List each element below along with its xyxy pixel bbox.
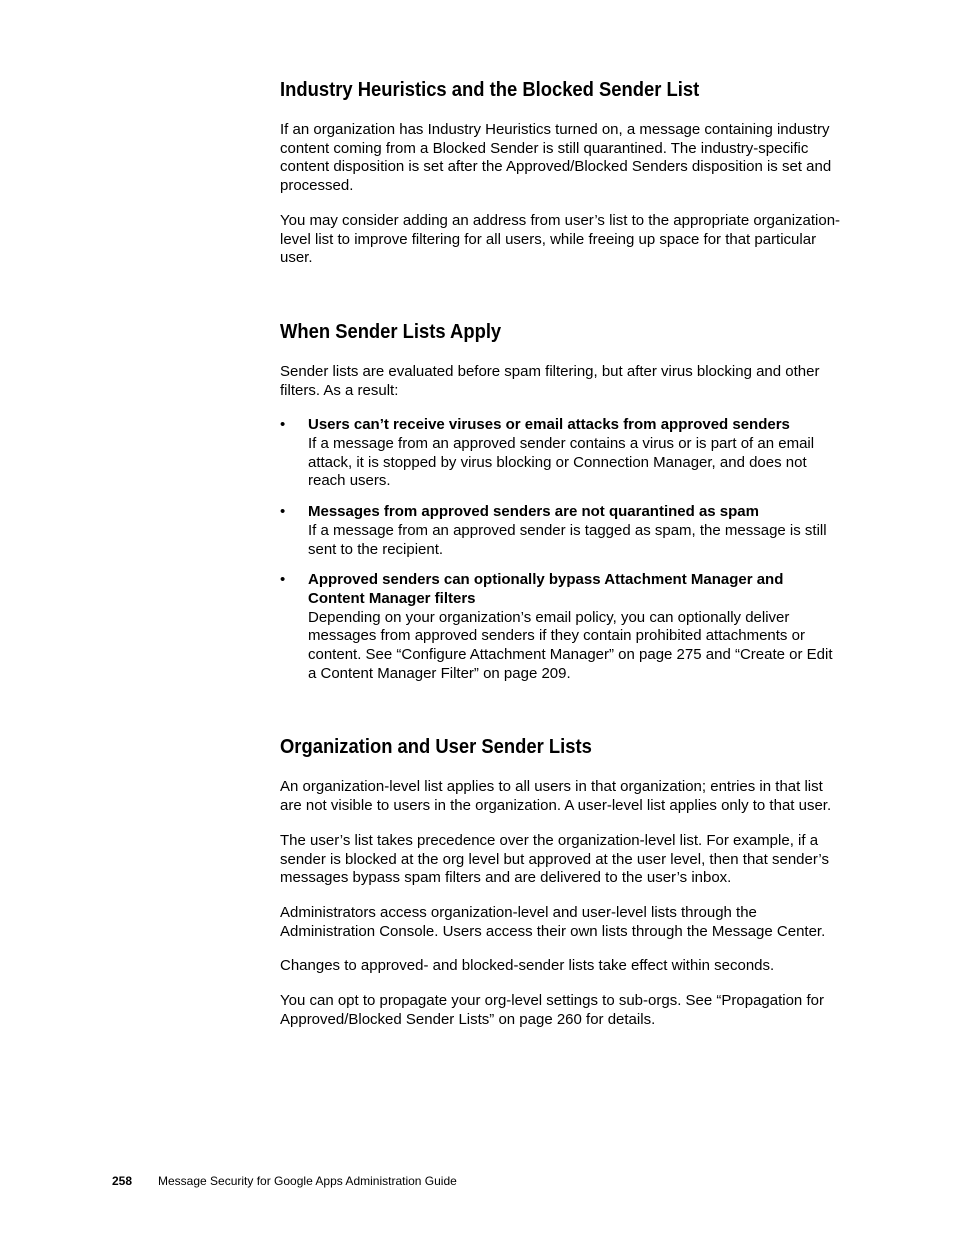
page-number: 258 <box>112 1174 133 1188</box>
paragraph: The user’s list takes precedence over the organization-level list. For example, if a sender is blocked at the org level but approved at the user level, then that sender’s messages bypass spam filters and are delivered to the user’s inbox. <box>280 831 829 887</box>
bullet-body: If a message from an approved sender contains a virus or is part of an email attack, it is stopped by virus blocking or Connection Manager, and does not reach users. <box>308 435 815 490</box>
paragraph: Administrators access organization-level and user-level lists through the Administration Console. Users access their own lists through the Message Center. <box>280 903 826 940</box>
page-footer <box>112 1173 457 1189</box>
section-heading-industry-heuristics: Industry Heuristics and the Blocked Sender List <box>280 79 700 101</box>
paragraph: An organization-level list applies to all users in that organization; entries in that list are not visible to users in the organization. A user-level list applies only to that user. <box>280 778 832 815</box>
paragraph: You may consider adding an address from user’s list to the appropriate organization-level list to improve filtering for all users, while freeing up space for that particular user. <box>280 211 841 267</box>
bullet-title: Approved senders can optionally bypass Attachment Manager and Content Manager filters <box>308 571 784 607</box>
list-item <box>280 503 842 559</box>
bullet-list <box>280 416 842 683</box>
section-heading-organization-and-user-sender-lists: Organization and User Sender Lists <box>280 736 592 759</box>
paragraph: You can opt to propagate your org-level settings to sub-orgs. See “Propagation for Approved/Blocked Sender Lists” on page 260 for details. <box>280 992 824 1028</box>
bullet-body: Depending on your organization’s email policy, you can optionally deliver messages from approved senders if they contain prohibited attachments or content. See “Configure Attachment Manager” on page 275 and “Create or Edit a Content Manager Filter” on page 209. <box>308 608 833 682</box>
bullet-icon: • <box>280 571 286 589</box>
bullet-title: Users can’t receive viruses or email attacks from approved senders <box>308 416 790 434</box>
bullet-icon: • <box>280 503 286 521</box>
bullet-icon: • <box>280 416 286 434</box>
section-heading-when-sender-lists-apply: When Sender Lists Apply <box>280 320 502 343</box>
list-item <box>280 571 842 683</box>
document-title: Message Security for Google Apps Administration Guide <box>158 1174 457 1188</box>
bullet-title: Messages from approved senders are not quarantined as spam <box>308 503 759 521</box>
page-content <box>280 76 842 1046</box>
paragraph: Changes to approved- and blocked-sender lists take effect within seconds. <box>280 957 775 975</box>
list-item <box>280 416 842 491</box>
bullet-body: If a message from an approved sender is tagged as spam, the message is still sent to the recipient. <box>308 521 827 558</box>
paragraph: Sender lists are evaluated before spam filtering, but after virus blocking and other filters. As a result: <box>280 362 820 399</box>
paragraph: If an organization has Industry Heuristics turned on, a message containing industry content coming from a Blocked Sender is still quarantined. The industry-specific content disposition is set after the Approved/Blocked Senders disposition is set and processed. <box>280 121 832 195</box>
